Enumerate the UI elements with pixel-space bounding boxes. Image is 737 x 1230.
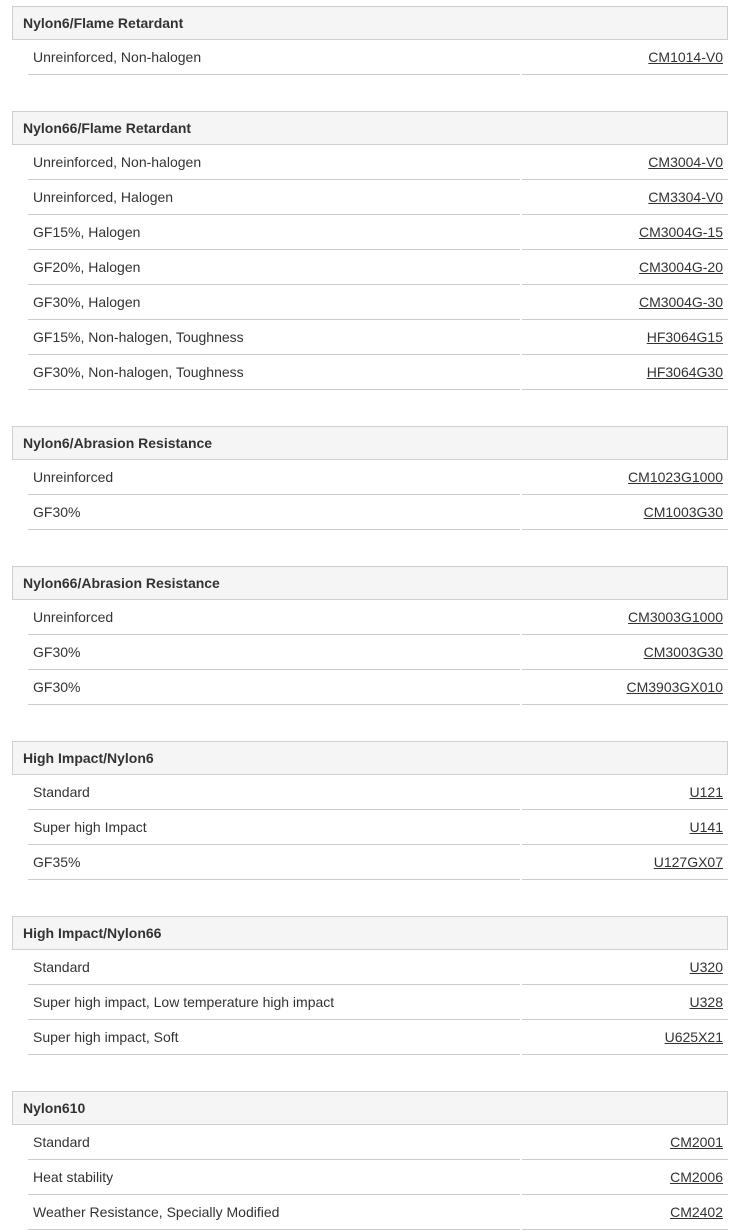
grade-code-cell [522,985,728,1020]
grade-row [28,810,728,845]
section-header: Nylon6/Flame Retardant [12,6,728,40]
grade-description: GF35% [28,845,520,880]
grade-row [28,180,728,215]
grade-row [28,600,728,635]
grade-rows [28,600,728,705]
section-header: High Impact/Nylon66 [12,916,728,950]
grade-rows [28,950,728,1055]
grade-description: Unreinforced [28,460,520,495]
grade-row [28,495,728,530]
grade-rows [28,145,728,390]
grade-code-cell [522,775,728,810]
grade-row [28,985,728,1020]
grade-rows [28,775,728,880]
grade-row [28,285,728,320]
grade-code-cell [522,40,728,75]
grade-description: GF15%, Halogen [28,215,520,250]
grade-row [28,635,728,670]
grade-row [28,1125,728,1160]
grade-rows [28,1125,728,1230]
grade-code-cell [522,670,728,705]
section-nylon66-abrasion-resistance [12,566,728,705]
grade-rows [28,460,728,530]
grade-code-link[interactable]: CM3003G30 [643,644,723,660]
grade-code-cell [522,845,728,880]
grade-code-link[interactable]: CM1003G30 [643,504,723,520]
grade-code-cell [522,1020,728,1055]
grade-code-link[interactable]: U127GX07 [653,854,723,870]
grade-description: Super high impact, Soft [28,1020,520,1055]
grade-description: Standard [28,775,520,810]
grade-description: Super high impact, Low temperature high impact [28,985,520,1020]
grade-code-link[interactable]: CM3003G1000 [628,609,723,625]
grade-description: GF30% [28,670,520,705]
section-header: Nylon66/Abrasion Resistance [12,566,728,600]
grade-row [28,845,728,880]
section-nylon6-abrasion-resistance [12,426,728,530]
section-high-impact-nylon6 [12,741,728,880]
grade-code-cell [522,1160,728,1195]
grade-code-cell [522,285,728,320]
grade-code-link[interactable]: CM3304-V0 [648,189,723,205]
grade-row [28,145,728,180]
grade-code-link[interactable]: CM1023G1000 [628,469,723,485]
grade-code-cell [522,180,728,215]
grade-code-cell [522,950,728,985]
grade-description: Unreinforced, Non-halogen [28,145,520,180]
grade-rows [28,40,728,75]
grade-description: GF15%, Non-halogen, Toughness [28,320,520,355]
grade-code-link[interactable]: HF3064G30 [646,364,723,380]
grade-code-link[interactable]: CM3004-V0 [648,154,723,170]
grade-code-cell [522,215,728,250]
grade-description: GF30% [28,635,520,670]
grade-code-link[interactable]: U141 [689,819,723,835]
grade-row [28,320,728,355]
section-nylon66-flame-retardant [12,111,728,390]
grade-row [28,950,728,985]
grade-row [28,355,728,390]
grade-code-link[interactable]: CM2402 [670,1204,723,1220]
grade-row [28,1195,728,1230]
grade-row [28,460,728,495]
grade-code-link[interactable]: U320 [689,959,723,975]
grade-code-cell [522,635,728,670]
grade-row [28,215,728,250]
grade-description: Unreinforced, Non-halogen [28,40,520,75]
grade-description: GF30%, Halogen [28,285,520,320]
section-header: Nylon610 [12,1091,728,1125]
grade-description: Unreinforced [28,600,520,635]
section-header: Nylon66/Flame Retardant [12,111,728,145]
grade-code-cell [522,600,728,635]
grade-description: GF30%, Non-halogen, Toughness [28,355,520,390]
grade-code-link[interactable]: CM2006 [670,1169,723,1185]
grade-row [28,1020,728,1055]
grade-row [28,40,728,75]
grade-code-cell [522,810,728,845]
grade-description: Weather Resistance, Specially Modified [28,1195,520,1230]
grade-code-link[interactable]: HF3064G15 [646,329,723,345]
grade-code-cell [522,460,728,495]
grade-description: GF30% [28,495,520,530]
grade-row [28,670,728,705]
grade-description: Standard [28,1125,520,1160]
grade-code-link[interactable]: CM3004G-15 [638,224,723,240]
grade-description: Unreinforced, Halogen [28,180,520,215]
grade-code-link[interactable]: CM2001 [670,1134,723,1150]
grade-row [28,250,728,285]
grade-description: Standard [28,950,520,985]
grade-code-cell [522,145,728,180]
grade-row [28,775,728,810]
grade-code-cell [522,1195,728,1230]
grade-code-link[interactable]: U328 [689,994,723,1010]
grade-description: Super high Impact [28,810,520,845]
section-header: Nylon6/Abrasion Resistance [12,426,728,460]
grade-row [28,1160,728,1195]
grade-code-link[interactable]: CM1014-V0 [648,49,723,65]
grade-description: Heat stability [28,1160,520,1195]
section-high-impact-nylon66 [12,916,728,1055]
grade-code-link[interactable]: CM3004G-20 [638,259,723,275]
grade-code-cell [522,495,728,530]
section-nylon610 [12,1091,728,1230]
grade-code-link[interactable]: U121 [689,784,723,800]
grade-code-cell [522,320,728,355]
section-header: High Impact/Nylon6 [12,741,728,775]
grade-code-link[interactable]: CM3903GX010 [626,679,723,695]
grade-code-link[interactable]: U625X21 [664,1029,723,1045]
grade-description: GF20%, Halogen [28,250,520,285]
grade-code-cell [522,250,728,285]
grade-code-cell [522,1125,728,1160]
grade-code-link[interactable]: CM3004G-30 [638,294,723,310]
grade-code-cell [522,355,728,390]
section-nylon6-flame-retardant [12,6,728,75]
